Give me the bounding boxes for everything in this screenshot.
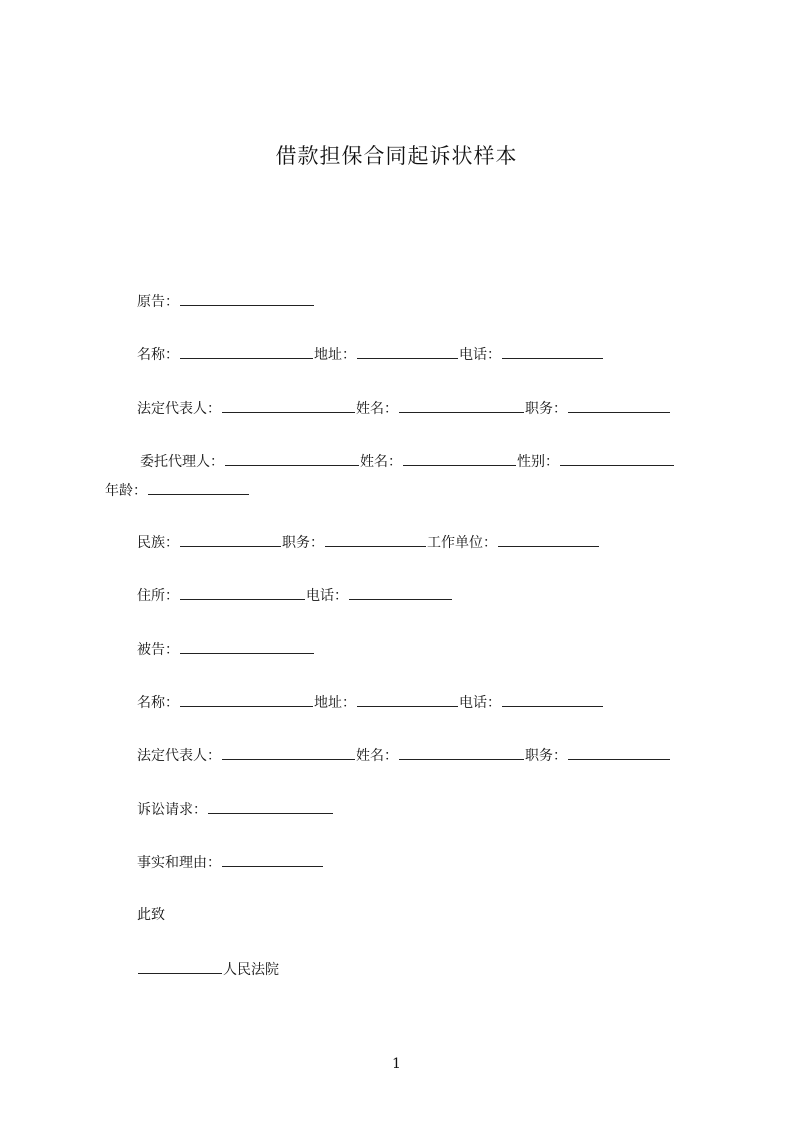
claims-line [137,799,334,820]
facts-line [137,852,324,873]
court-suffix: 人民法院 [223,962,279,978]
plaintiff-legal-rep-line [137,398,671,419]
plaintiff-gender-label: 性别： [517,454,559,470]
defendant-legal-rep-label: 法定代表人： [137,748,221,764]
plaintiff-ethnicity-label: 民族： [137,535,179,551]
plaintiff-name-blank[interactable] [180,344,313,359]
plaintiff-age-label: 年龄： [105,483,147,499]
plaintiff-phone-label: 电话： [459,347,501,363]
facts-label: 事实和理由： [137,855,221,871]
plaintiff-rep-name-blank[interactable] [399,398,524,413]
plaintiff-address-blank[interactable] [357,344,458,359]
defendant-rep-name-label: 姓名： [356,748,398,764]
defendant-phone-blank[interactable] [502,692,603,707]
plaintiff-age-blank[interactable] [148,480,249,495]
plaintiff-name-label: 名称： [137,347,179,363]
plaintiff-ethnicity-line [137,532,600,553]
plaintiff-agent-label: 委托代理人： [140,454,224,470]
plaintiff-legal-rep-label: 法定代表人： [137,401,221,417]
plaintiff-workplace-label: 工作单位： [427,535,497,551]
defendant-rep-position-blank[interactable] [568,745,670,760]
defendant-address-label: 地址： [314,695,356,711]
plaintiff-label: 原告： [137,294,179,310]
plaintiff-gender-blank[interactable] [560,451,674,466]
plaintiff-position-blank[interactable] [325,532,426,547]
plaintiff-rep-position-blank[interactable] [568,398,670,413]
plaintiff-residence-phone-label: 电话： [306,588,348,604]
claims-blank[interactable] [208,799,333,814]
plaintiff-residence-phone-blank[interactable] [349,585,452,600]
court-name-blank[interactable] [138,959,222,974]
facts-blank[interactable] [222,852,323,867]
plaintiff-blank[interactable] [180,291,314,306]
claims-label: 诉讼请求： [137,802,207,818]
document-title: 借款担保合同起诉状样本 [275,144,518,168]
defendant-label: 被告： [137,642,179,658]
defendant-phone-label: 电话： [459,695,501,711]
plaintiff-residence-blank[interactable] [180,585,305,600]
plaintiff-phone-blank[interactable] [502,344,603,359]
plaintiff-legal-rep-blank[interactable] [222,398,355,413]
defendant-legal-rep-blank[interactable] [222,745,355,760]
plaintiff-agent-name-blank[interactable] [403,451,516,466]
court-line [137,959,279,980]
plaintiff-residence-line [137,585,453,606]
plaintiff-ethnicity-blank[interactable] [180,532,281,547]
defendant-address-blank[interactable] [357,692,458,707]
closing-line [137,905,165,925]
defendant-name-label: 名称： [137,695,179,711]
plaintiff-agent-line [140,451,675,472]
plaintiff-agent-name-label: 姓名： [360,454,402,470]
defendant-blank[interactable] [180,639,314,654]
defendant-line [137,639,315,660]
plaintiff-rep-name-label: 姓名： [356,401,398,417]
defendant-rep-name-blank[interactable] [399,745,524,760]
plaintiff-position-label: 职务： [282,535,324,551]
plaintiff-address-label: 地址： [314,347,356,363]
defendant-legal-rep-line [137,745,671,766]
defendant-name-blank[interactable] [180,692,313,707]
closing-text: 此致 [137,907,165,923]
plaintiff-name-line [137,344,604,365]
plaintiff-workplace-blank[interactable] [498,532,599,547]
defendant-name-line [137,692,604,713]
defendant-rep-position-label: 职务： [525,748,567,764]
plaintiff-line [137,291,315,312]
plaintiff-residence-label: 住所： [137,588,179,604]
page-number: 1 [392,1056,401,1072]
plaintiff-agent-blank[interactable] [225,451,359,466]
plaintiff-rep-position-label: 职务： [525,401,567,417]
plaintiff-age-line [105,480,250,501]
